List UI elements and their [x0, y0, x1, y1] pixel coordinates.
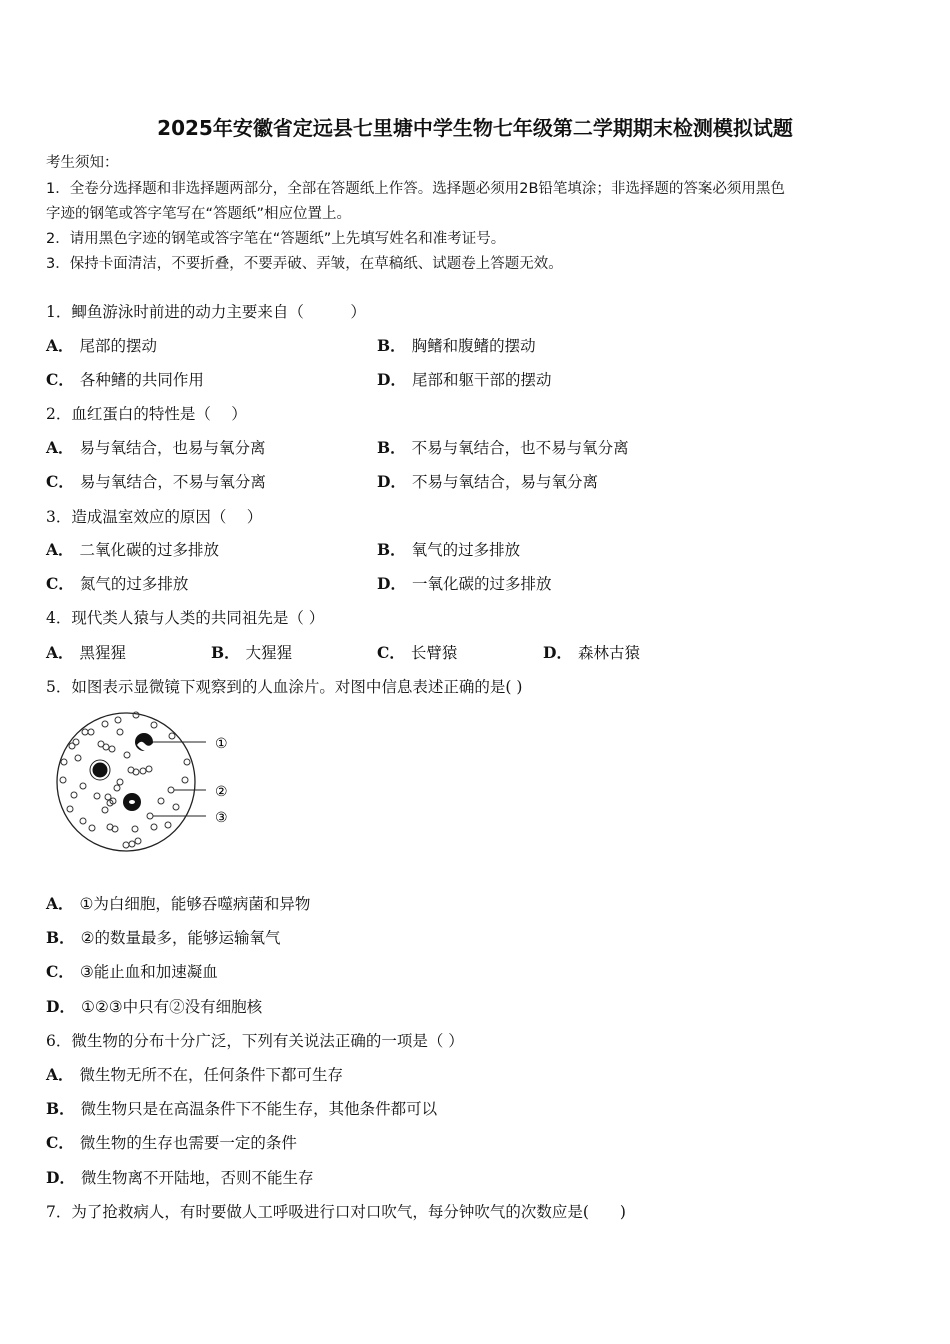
question-stem: 2．血红蛋白的特性是（ ）	[46, 405, 247, 423]
option-c: C． 易与氧结合，不易与氧分离	[46, 472, 266, 491]
question-stem: 1．鲫鱼游泳时前进的动力主要来自（ ）	[46, 303, 366, 321]
notice-heading: 考生须知：	[46, 155, 119, 171]
option-c: C． ③能止血和加速凝血	[46, 962, 218, 981]
option-d: D． 不易与氧结合，易与氧分离	[377, 472, 598, 491]
notice-line: 2．请用黑色字迹的钢笔或答字笔在“答题纸”上先填写姓名和准考证号。	[46, 231, 506, 247]
option-a: A． 微生物无所不在，任何条件下都可生存	[46, 1065, 344, 1084]
option-d: D． 一氧化碳的过多排放	[377, 574, 552, 593]
option-c: C． 微生物的生存也需要一定的条件	[46, 1133, 297, 1152]
page-title: 2025年安徽省定远县七里塘中学生物七年级第二学期期末检测模拟试题	[157, 116, 793, 140]
question-stem: 4．现代类人猿与人类的共同祖先是（ ）	[46, 609, 325, 627]
question-stem: 6．微生物的分布十分广泛，下列有关说法正确的一项是（ ）	[46, 1032, 464, 1050]
option-a: A． 尾部的摆动	[46, 336, 158, 355]
option-d: D． 尾部和躯干部的摆动	[377, 370, 552, 389]
notice-line: 3．保持卡面清洁，不要折叠，不要弄破、弄皱，在草稿纸、试题卷上答题无效。	[46, 256, 563, 272]
notice-line: 字迹的钢笔或答字笔写在“答题纸”相应位置上。	[46, 206, 352, 222]
question-stem: 5．如图表示显微镜下观察到的人血涂片。对图中信息表述正确的是( )	[46, 678, 523, 696]
option-b: B． ②的数量最多，能够运输氧气	[46, 928, 281, 947]
question-stem: 7．为了抢救病人，有时要做人工呼吸进行口对口吹气，每分钟吹气的次数应是( )	[46, 1203, 626, 1221]
label-1: ①	[215, 736, 228, 752]
option-a: A． ①为白细胞，能够吞噬病菌和异物	[46, 894, 311, 913]
option-a: A． 易与氧结合，也易与氧分离	[46, 438, 266, 457]
option-b: B． 大猩猩	[211, 643, 293, 662]
label-3: ③	[215, 810, 228, 826]
option-d: D． ①②③中只有②没有细胞核	[46, 997, 263, 1016]
option-a: A． 黑猩猩	[46, 643, 127, 662]
option-b: B． 氧气的过多排放	[377, 540, 521, 559]
option-a: A． 二氧化碳的过多排放	[46, 540, 220, 559]
notice-line: 1．全卷分选择题和非选择题两部分，全部在答题纸上作答。选择题必须用2B铅笔填涂；非选择题的答案必须用黑色	[46, 181, 785, 197]
question-stem: 3．造成温室效应的原因（ ）	[46, 508, 263, 526]
option-d: D． 微生物离不开陆地，否则不能生存	[46, 1168, 314, 1187]
blood-smear-figure	[40, 700, 240, 860]
option-b: B． 微生物只是在高温条件下不能生存，其他条件都可以	[46, 1099, 438, 1118]
label-2: ②	[215, 784, 228, 800]
option-c: C． 各种鳍的共同作用	[46, 370, 204, 389]
option-c: C． 氮气的过多排放	[46, 574, 189, 593]
option-c: C． 长臂猿	[377, 643, 458, 662]
option-b: B． 不易与氧结合，也不易与氧分离	[377, 438, 629, 457]
option-b: B． 胸鳍和腹鳍的摆动	[377, 336, 536, 355]
option-d: D． 森林古猿	[543, 643, 640, 662]
